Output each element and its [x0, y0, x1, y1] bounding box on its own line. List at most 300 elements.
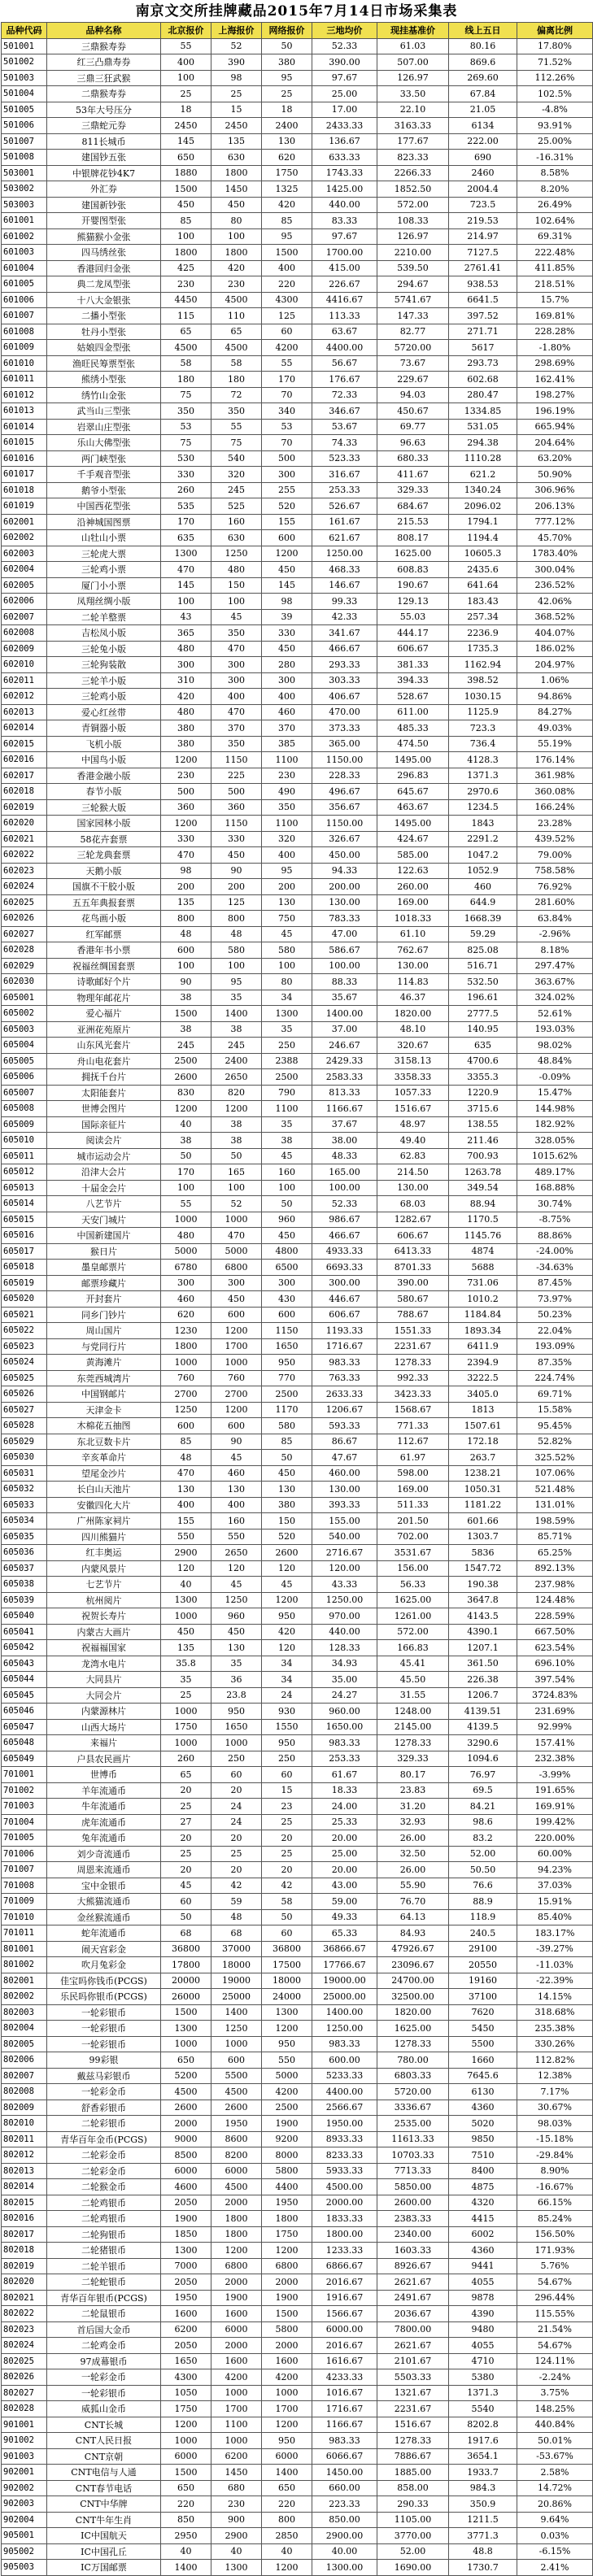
cell-five-day: 3715.6 [449, 1101, 517, 1117]
header-five-day: 线上五日 [449, 23, 517, 39]
cell-five-day: 644.9 [449, 894, 517, 911]
cell-name: 熊猫猴小金张 [47, 228, 161, 245]
cell-deviation: 92.99% [517, 1719, 593, 1735]
cell-deviation: 52.82% [517, 1434, 593, 1450]
table-row [2, 197, 593, 213]
cell-average-price: 813.33 [312, 1085, 377, 1101]
cell-five-day: 4128.3 [449, 752, 517, 768]
cell-deviation: 98.02% [517, 1038, 593, 1054]
cell-deviation: -4.8% [517, 102, 593, 118]
cell-beijing-price: 4500 [161, 340, 211, 356]
cell-benchmark-price: 61.03 [377, 38, 449, 54]
cell-shanghai-price: 52 [211, 1196, 262, 1212]
cell-beijing-price: 2000 [161, 2116, 211, 2132]
table-row [2, 1053, 593, 1069]
cell-beijing-price: 20 [161, 1830, 211, 1847]
cell-name: 祝福福国家 [47, 1640, 161, 1656]
cell-shanghai-price: 160 [211, 1513, 262, 1530]
cell-deviation: 397.54% [517, 1672, 593, 1688]
cell-average-price: 100.00 [312, 1180, 377, 1196]
cell-average-price: 65.33 [312, 1925, 377, 1942]
table-row [2, 1418, 593, 1434]
cell-benchmark-price: 49.40 [377, 1133, 449, 1149]
cell-average-price: 1650.00 [312, 1719, 377, 1735]
cell-average-price: 356.67 [312, 799, 377, 816]
table-row [2, 2258, 593, 2274]
cell-name: 厦门小小票 [47, 577, 161, 594]
cell-benchmark-price: 61.10 [377, 926, 449, 942]
cell-name: 龙湾水电片 [47, 1656, 161, 1672]
cell-code: 802006 [2, 2052, 47, 2069]
cell-deviation: 8.20% [517, 181, 593, 198]
cell-online-price: 1200 [262, 2021, 312, 2037]
cell-code: 605038 [2, 1577, 47, 1593]
cell-online-price: 4300 [262, 292, 312, 308]
cell-beijing-price: 1300 [161, 2243, 211, 2259]
cell-average-price: 1716.67 [312, 1338, 377, 1355]
cell-five-day: 69.5 [449, 1782, 517, 1799]
cell-shanghai-price: 1800 [211, 245, 262, 261]
cell-online-price: 1300 [262, 2004, 312, 2021]
cell-shanghai-price: 470 [211, 704, 262, 720]
cell-deviation: -34.63% [517, 1260, 593, 1276]
cell-online-price: 1100 [262, 1101, 312, 1117]
cell-code: 503002 [2, 181, 47, 198]
cell-shanghai-price: 38 [211, 1133, 262, 1149]
cell-code: 605004 [2, 1038, 47, 1054]
cell-beijing-price: 470 [161, 1465, 211, 1482]
cell-code: 802017 [2, 2226, 47, 2243]
cell-online-price: 960 [262, 1212, 312, 1228]
cell-deviation: 7.17% [517, 2084, 593, 2100]
table-row [2, 324, 593, 340]
table-row [2, 1101, 593, 1117]
cell-beijing-price: 20000 [161, 1973, 211, 1989]
cell-deviation: 325.52% [517, 1450, 593, 1466]
cell-online-price: 2850 [262, 2528, 312, 2544]
cell-shanghai-price: 24 [211, 1799, 262, 1815]
cell-code: 601014 [2, 419, 47, 435]
cell-shanghai-price: 45 [211, 1450, 262, 1466]
cell-online-price: 39 [262, 609, 312, 625]
cell-name: 虎年流通币 [47, 1814, 161, 1830]
cell-shanghai-price: 65 [211, 324, 262, 340]
table-row [2, 958, 593, 974]
cell-shanghai-price: 200 [211, 879, 262, 895]
cell-online-price: 1300 [262, 1006, 312, 1022]
cell-name: 国际亲征片 [47, 1116, 161, 1133]
cell-online-price: 85 [262, 1434, 312, 1450]
cell-shanghai-price: 1100 [211, 2417, 262, 2433]
cell-beijing-price: 650 [161, 150, 211, 166]
cell-benchmark-price: 294.67 [377, 276, 449, 293]
cell-five-day: 5540 [449, 2401, 517, 2417]
cell-shanghai-price: 100 [211, 594, 262, 610]
cell-five-day: 1162.94 [449, 657, 517, 673]
cell-five-day: 4874 [449, 1243, 517, 1260]
cell-name: 天鹅小版 [47, 863, 161, 879]
cell-beijing-price: 1750 [161, 1719, 211, 1735]
cell-beijing-price: 1750 [161, 2401, 211, 2417]
cell-online-price: 155 [262, 514, 312, 530]
cell-code: 602030 [2, 974, 47, 990]
cell-code: 802009 [2, 2100, 47, 2116]
cell-deviation: 15.7% [517, 292, 593, 308]
cell-beijing-price: 36800 [161, 1941, 211, 1957]
cell-beijing-price: 35.8 [161, 1656, 211, 1672]
cell-five-day: 7645.6 [449, 2068, 517, 2084]
cell-deviation: 361.98% [517, 768, 593, 784]
cell-online-price: 4400 [262, 2179, 312, 2195]
cell-five-day: 1194.4 [449, 530, 517, 546]
cell-average-price: 130.00 [312, 894, 377, 911]
cell-benchmark-price: 2145.00 [377, 1719, 449, 1735]
cell-online-price: 50 [262, 38, 312, 54]
cell-shanghai-price: 400 [211, 1497, 262, 1513]
cell-shanghai-price: 360 [211, 799, 262, 816]
table-row [2, 609, 593, 625]
cell-benchmark-price: 2621.67 [377, 2338, 449, 2354]
cell-code: 501001 [2, 38, 47, 54]
cell-beijing-price: 100 [161, 1180, 211, 1196]
cell-benchmark-price: 539.50 [377, 260, 449, 276]
cell-five-day: 602.68 [449, 372, 517, 388]
cell-shanghai-price: 38 [211, 1021, 262, 1038]
cell-deviation: 360.08% [517, 784, 593, 800]
cell-deviation: 168.88% [517, 1180, 593, 1196]
cell-average-price: 146.67 [312, 577, 377, 594]
cell-deviation: 17.80% [517, 38, 593, 54]
cell-name: 内蒙古大画片 [47, 1624, 161, 1640]
cell-five-day: 1917.6 [449, 2433, 517, 2449]
cell-five-day: 4700.6 [449, 1053, 517, 1069]
cell-benchmark-price: 26.00 [377, 1862, 449, 1878]
cell-deviation: 42.06% [517, 594, 593, 610]
cell-name: 香港年书小票 [47, 942, 161, 959]
cell-online-price: 580 [262, 1418, 312, 1434]
cell-shanghai-price: 1900 [211, 2290, 262, 2306]
cell-benchmark-price: 5850.00 [377, 2179, 449, 2195]
cell-beijing-price: 330 [161, 831, 211, 847]
cell-deviation: 3724.83% [517, 1687, 593, 1704]
cell-deviation: 73.97% [517, 1291, 593, 1308]
cell-shanghai-price: 130 [211, 1482, 262, 1498]
cell-name: 城市运动会片 [47, 1148, 161, 1164]
cell-average-price: 130.00 [312, 1482, 377, 1498]
header-beijing-price: 北京报价 [161, 23, 211, 39]
cell-benchmark-price: 1495.00 [377, 752, 449, 768]
cell-shanghai-price: 25 [211, 1846, 262, 1862]
cell-average-price: 100.00 [312, 958, 377, 974]
cell-name: 三轮羊小版 [47, 672, 161, 689]
cell-online-price: 160 [262, 1164, 312, 1181]
table-row [2, 990, 593, 1006]
cell-benchmark-price: 606.67 [377, 641, 449, 657]
cell-shanghai-price: 72 [211, 387, 262, 403]
cell-online-price: 620 [262, 150, 312, 166]
cell-name: 首后国大金币 [47, 2321, 161, 2338]
cell-online-price: 18000 [262, 1973, 312, 1989]
cell-code: 602016 [2, 752, 47, 768]
cell-deviation: -53.67% [517, 2448, 593, 2465]
cell-five-day: 5380 [449, 2369, 517, 2386]
cell-online-price: 95 [262, 863, 312, 879]
cell-five-day: 532.50 [449, 974, 517, 990]
cell-deviation: 281.60% [517, 894, 593, 911]
cell-online-price: 2000 [262, 2338, 312, 2354]
cell-benchmark-price: 511.33 [377, 1497, 449, 1513]
cell-name: 山东风光套片 [47, 1038, 161, 1054]
cell-deviation: 489.17% [517, 1164, 593, 1181]
cell-benchmark-price: 169.00 [377, 1482, 449, 1498]
cell-code: 901003 [2, 2448, 47, 2465]
cell-average-price: 1400.00 [312, 2004, 377, 2021]
cell-beijing-price: 230 [161, 276, 211, 293]
cell-average-price: 165.00 [312, 1164, 377, 1181]
cell-five-day: 2096.02 [449, 498, 517, 515]
cell-shanghai-price: 4500 [211, 292, 262, 308]
cell-benchmark-price: 46.37 [377, 990, 449, 1006]
cell-beijing-price: 480 [161, 641, 211, 657]
cell-average-price: 47.00 [312, 926, 377, 942]
table-row [2, 1465, 593, 1482]
cell-name: 周恩来流通币 [47, 1862, 161, 1878]
cell-benchmark-price: 156.00 [377, 1560, 449, 1577]
cell-five-day: 271.71 [449, 324, 517, 340]
cell-online-price: 950 [262, 1735, 312, 1751]
cell-beijing-price: 8500 [161, 2147, 211, 2164]
cell-beijing-price: 1400 [161, 2560, 211, 2576]
cell-online-price: 1100 [262, 752, 312, 768]
cell-benchmark-price: 858.00 [377, 2480, 449, 2496]
cell-deviation: 318.68% [517, 2004, 593, 2021]
cell-code: 802001 [2, 1973, 47, 1989]
cell-shanghai-price: 98 [211, 70, 262, 86]
cell-five-day: 2970.6 [449, 784, 517, 800]
cell-benchmark-price: 48.10 [377, 1021, 449, 1038]
cell-online-price: 60 [262, 324, 312, 340]
cell-beijing-price: 420 [161, 689, 211, 705]
cell-name: 金丝猴流通币 [47, 1909, 161, 1925]
cell-beijing-price: 50 [161, 1909, 211, 1925]
cell-average-price: 450.00 [312, 847, 377, 864]
cell-code: 605012 [2, 1164, 47, 1181]
cell-deviation: 667.50% [517, 1624, 593, 1640]
cell-name: 山牡山小票 [47, 530, 161, 546]
cell-online-price: 98 [262, 594, 312, 610]
cell-deviation: -16.31% [517, 150, 593, 166]
cell-deviation: 5.76% [517, 2258, 593, 2274]
table-row [2, 2369, 593, 2386]
cell-shanghai-price: 390 [211, 54, 262, 71]
table-row [2, 657, 593, 673]
table-row [2, 879, 593, 895]
market-table [1, 22, 593, 2576]
cell-beijing-price: 170 [161, 1164, 211, 1181]
cell-beijing-price: 180 [161, 372, 211, 388]
cell-average-price: 1150.00 [312, 816, 377, 832]
cell-average-price: 1250.00 [312, 546, 377, 562]
cell-name: 长白山天池片 [47, 1482, 161, 1498]
cell-benchmark-price: 3158.13 [377, 1053, 449, 1069]
cell-online-price: 950 [262, 1608, 312, 1625]
table-row [2, 2560, 593, 2576]
cell-beijing-price: 1300 [161, 2021, 211, 2037]
cell-benchmark-price: 1278.33 [377, 1735, 449, 1751]
cell-benchmark-price: 296.83 [377, 768, 449, 784]
cell-beijing-price: 120 [161, 1560, 211, 1577]
cell-shanghai-price: 4200 [211, 2369, 262, 2386]
table-body [2, 38, 593, 2575]
cell-average-price: 6866.67 [312, 2258, 377, 2274]
cell-shanghai-price: 1000 [211, 1355, 262, 1371]
cell-deviation: 124.11% [517, 2353, 593, 2369]
cell-benchmark-price: 823.33 [377, 150, 449, 166]
cell-deviation: 206.13% [517, 498, 593, 515]
table-row [2, 1069, 593, 1086]
cell-average-price: 1616.67 [312, 2353, 377, 2369]
table-row [2, 704, 593, 720]
cell-five-day: 83.2 [449, 1830, 517, 1847]
cell-deviation: 199.42% [517, 1814, 593, 1830]
cell-name: 沿津大会片 [47, 1164, 161, 1181]
cell-online-price: 580 [262, 942, 312, 959]
cell-five-day: 84.21 [449, 1799, 517, 1815]
cell-five-day: 690 [449, 150, 517, 166]
cell-benchmark-price: 2036.67 [377, 2306, 449, 2322]
cell-average-price: 37.00 [312, 1021, 377, 1038]
cell-beijing-price: 450 [161, 1624, 211, 1640]
cell-five-day: 9850 [449, 2131, 517, 2147]
cell-benchmark-price: 992.33 [377, 1370, 449, 1386]
cell-code: 802025 [2, 2353, 47, 2369]
cell-five-day: 5500 [449, 2036, 517, 2052]
cell-benchmark-price: 31.55 [377, 1687, 449, 1704]
cell-beijing-price: 400 [161, 54, 211, 71]
cell-online-price: 53 [262, 419, 312, 435]
table-row [2, 1830, 593, 1847]
cell-benchmark-price: 771.33 [377, 1418, 449, 1434]
table-row [2, 1957, 593, 1973]
cell-name: 二轮彩金币 [47, 2147, 161, 2164]
cell-code: 902002 [2, 2480, 47, 2496]
cell-benchmark-price: 166.83 [377, 1640, 449, 1656]
cell-average-price: 970.00 [312, 1608, 377, 1625]
table-row [2, 2147, 593, 2164]
table-row [2, 2179, 593, 2195]
cell-benchmark-price: 780.00 [377, 2052, 449, 2069]
table-row [2, 86, 593, 102]
cell-average-price: 633.33 [312, 150, 377, 166]
cell-shanghai-price: 600 [211, 1418, 262, 1434]
cell-name: 姑娘四金型张 [47, 340, 161, 356]
cell-deviation: 50.01% [517, 2433, 593, 2449]
cell-code: 605010 [2, 1133, 47, 1149]
cell-code: 701001 [2, 1767, 47, 1783]
cell-shanghai-price: 40 [211, 2543, 262, 2560]
cell-beijing-price: 68 [161, 1925, 211, 1942]
cell-beijing-price: 1200 [161, 2417, 211, 2433]
cell-online-price: 490 [262, 784, 312, 800]
cell-name: 天安门城片 [47, 1212, 161, 1228]
cell-deviation: 50.90% [517, 467, 593, 483]
cell-code: 602014 [2, 720, 47, 737]
cell-code: 605031 [2, 1465, 47, 1482]
table-row [2, 1735, 593, 1751]
table-row [2, 1862, 593, 1878]
cell-five-day: 2291.2 [449, 831, 517, 847]
cell-online-price: 50 [262, 1909, 312, 1925]
cell-shanghai-price: 20 [211, 1782, 262, 1799]
cell-five-day: 9878 [449, 2290, 517, 2306]
cell-shanghai-price: 470 [211, 1228, 262, 1244]
cell-online-price: 1200 [262, 2560, 312, 2576]
table-row [2, 435, 593, 451]
cell-online-price: 45 [262, 1148, 312, 1164]
cell-beijing-price: 1500 [161, 2004, 211, 2021]
cell-benchmark-price: 52.00 [377, 2543, 449, 2560]
cell-average-price: 226.67 [312, 276, 377, 293]
cell-beijing-price: 145 [161, 133, 211, 150]
table-row [2, 689, 593, 705]
cell-average-price: 406.67 [312, 689, 377, 705]
cell-online-price: 45 [262, 1577, 312, 1593]
cell-average-price: 25.33 [312, 1814, 377, 1830]
table-row [2, 118, 593, 134]
cell-five-day: 984.3 [449, 2480, 517, 2496]
cell-five-day: 140.95 [449, 1021, 517, 1038]
cell-shanghai-price: 150 [211, 577, 262, 594]
table-row [2, 54, 593, 71]
cell-benchmark-price: 572.00 [377, 1624, 449, 1640]
cell-code: 701005 [2, 1830, 47, 1847]
cell-name: 二轮鸡银币 [47, 2195, 161, 2211]
cell-name: 同乡门钞片 [47, 1307, 161, 1323]
table-row [2, 1687, 593, 1704]
cell-average-price: 393.33 [312, 1497, 377, 1513]
cell-code: 905001 [2, 2528, 47, 2544]
cell-five-day: 1181.22 [449, 1497, 517, 1513]
cell-average-price: 341.67 [312, 625, 377, 642]
table-row [2, 2131, 593, 2147]
cell-average-price: 25.00 [312, 86, 377, 102]
table-row [2, 2021, 593, 2037]
cell-shanghai-price: 460 [211, 1465, 262, 1482]
cell-code: 605040 [2, 1608, 47, 1625]
cell-code: 601009 [2, 340, 47, 356]
cell-beijing-price: 1200 [161, 1101, 211, 1117]
cell-shanghai-price: 6800 [211, 1260, 262, 1276]
cell-benchmark-price: 2266.33 [377, 165, 449, 181]
cell-beijing-price: 45 [161, 1878, 211, 1894]
cell-deviation: 330.26% [517, 2036, 593, 2052]
cell-beijing-price: 2450 [161, 118, 211, 134]
cell-name: 二轮彩银币 [47, 2116, 161, 2132]
header-average-price: 三地均价 [312, 23, 377, 39]
cell-name: 中国西花型张 [47, 498, 161, 515]
cell-name: 舟山电花套片 [47, 1053, 161, 1069]
cell-code: 905002 [2, 2543, 47, 2560]
cell-code: 605032 [2, 1482, 47, 1498]
table-row [2, 1164, 593, 1181]
cell-code: 602013 [2, 704, 47, 720]
cell-benchmark-price: 585.00 [377, 847, 449, 864]
cell-online-price: 650 [262, 2480, 312, 2496]
cell-beijing-price: 53 [161, 419, 211, 435]
table-row [2, 355, 593, 372]
cell-online-price: 2500 [262, 2100, 312, 2116]
cell-name: 外汇券 [47, 181, 161, 198]
